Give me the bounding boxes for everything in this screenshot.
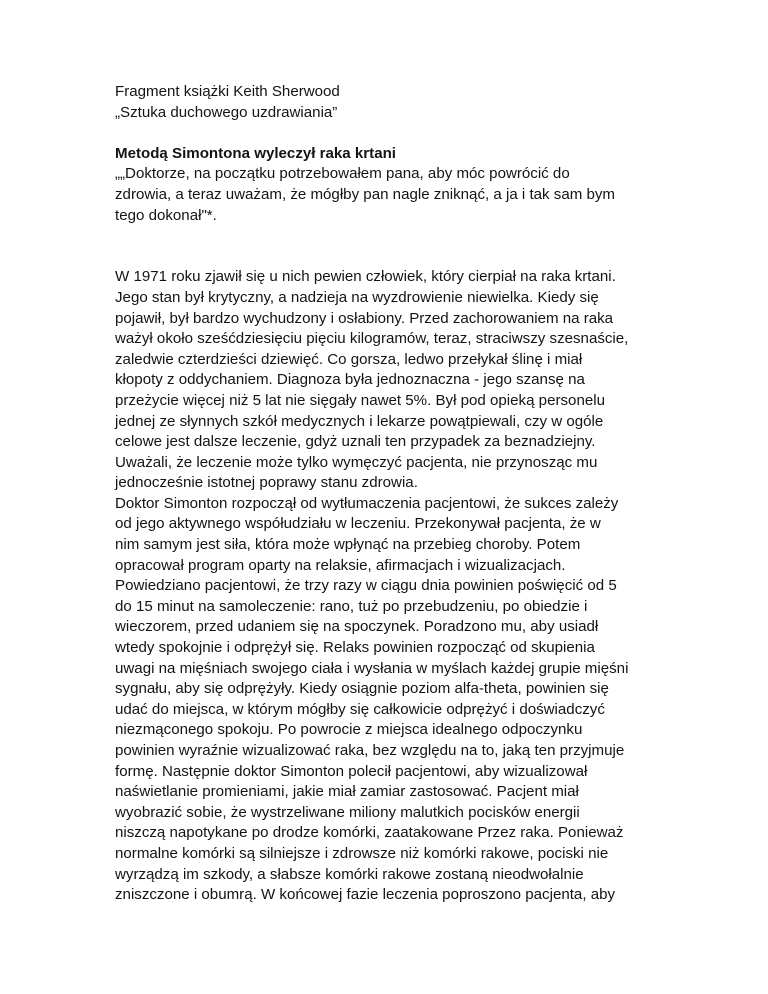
body-line: zaledwie czterdzieści dziewięć. Co gorsza, ledwo przełykał ślinę i miał — [115, 350, 583, 368]
body-line: wyobrazić sobie, że wystrzeliwane miliony malutkich pocisków energii — [115, 803, 580, 821]
body-line: ważył około sześćdziesięciu pięciu kilogramów, teraz, straciwszy szesnaście, — [115, 330, 629, 348]
body-line: Uważali, że leczenie może tylko wymęczyć pacjenta, nie przynosząc mu — [115, 453, 598, 471]
body-line: wyrządzą im szkody, a słabsze komórki rakowe zostaną nieodwołalnie — [115, 865, 584, 883]
body-line: Jego stan był krytyczny, a nadzieja na wyzdrowienie niewielka. Kiedy się — [115, 288, 599, 306]
body-line: normalne komórki są silniejsze i zdrowsze niż komórki rakowe, pociski nie — [115, 844, 609, 862]
body-line: celowe jest dalsze leczenie, gdyż uznali ten przypadek za beznadziejny. — [115, 433, 596, 451]
body-line: formę. Następnie doktor Simonton polecił pacjentowi, aby wizualizował — [115, 762, 588, 780]
spacer — [115, 123, 675, 144]
header-line: Fragment książki Keith Sherwood — [115, 83, 340, 100]
body-line: kłopoty z oddychaniem. Diagnoza była jednoznaczna - jego szansę na — [115, 371, 585, 389]
body-line: jednej ze słynnych szkół medycznych i lekarze powątpiewali, czy w ogóle — [115, 412, 604, 430]
body-line: udać do miejsca, w którym mógłby się całkowicie odprężyć i doświadczyć — [115, 700, 605, 718]
header-line: „Sztuka duchowego uzdrawiania” — [115, 103, 338, 121]
body-line: Powiedziano pacjentowi, że trzy razy w ciągu dnia powinien poświęcić od 5 — [115, 577, 617, 595]
quote-line: „„Doktorze, na początku potrzebowałem pana, aby móc powrócić do — [115, 165, 570, 183]
body-line: przeżycie więcej niż 5 lat nie sięgały nawet 5%. Był pod opieką personelu — [115, 391, 605, 409]
body-line: opracował program oparty na relaksie, afirmacjach i wizualizacjach. — [115, 556, 566, 574]
body-line: do 15 minut na samoleczenie: rano, tuż po przebudzeniu, po obiedzie i — [115, 597, 588, 615]
article-heading: Metodą Simontona wyleczył raka krtani — [115, 144, 396, 162]
quote-line: zdrowia, a teraz uważam, że mógłby pan nagle zniknąć, a ja i tak sam bym — [115, 185, 616, 203]
body-line: sygnału, aby się odprężyły. Kiedy osiągnie poziom alfa-theta, powinien się — [115, 680, 609, 698]
body-line: uwagi na mięśniach swojego ciała i wysłania w myślach każdej grupie mięśni — [115, 659, 629, 677]
quote-line: tego dokonał"*. — [115, 206, 217, 224]
body-line: od jego aktywnego współudziału w leczeniu. Przekonywał pacjenta, że w — [115, 515, 601, 533]
body-line: W 1971 roku zjawił się u nich pewien człowiek, który cierpiał na raka krtani. — [115, 268, 616, 286]
body-line: niezmąconego spokoju. Po powrocie z miejsca idealnego odpoczynku — [115, 721, 583, 739]
body-line: wtedy spokojnie i odprężył się. Relaks powinien rozpocząć od skupienia — [115, 639, 595, 657]
body-line: pojawił, był bardzo wychudzony i osłabiony. Przed zachorowaniem na raka — [115, 309, 614, 327]
body-line: jednocześnie istotnej poprawy stanu zdrowia. — [115, 474, 418, 492]
body-line: powinien wyraźnie wizualizować raka, bez względu na to, jaką ten przyjmuje — [115, 742, 625, 759]
body-line: naświetlanie promieniami, jakie miał zamiar zastosować. Pacjent miał — [115, 783, 579, 801]
spacer — [115, 226, 675, 267]
body-line: niszczą napotykane po drodze komórki, zaatakowane Przez raka. Ponieważ — [115, 824, 624, 842]
body-line: nim samym jest siła, która może wpłynąć na przebieg choroby. Potem — [115, 536, 581, 554]
body-line: zniszczone i obumrą. W końcowej fazie leczenia poproszono pacjenta, aby — [115, 886, 616, 904]
body-line: wieczorem, przed udaniem się na spoczynek. Poradzono mu, aby usiadł — [115, 618, 599, 636]
body-line: Doktor Simonton rozpoczął od wytłumaczenia pacjentowi, że sukces zależy — [115, 494, 619, 512]
document-text — [115, 82, 675, 906]
